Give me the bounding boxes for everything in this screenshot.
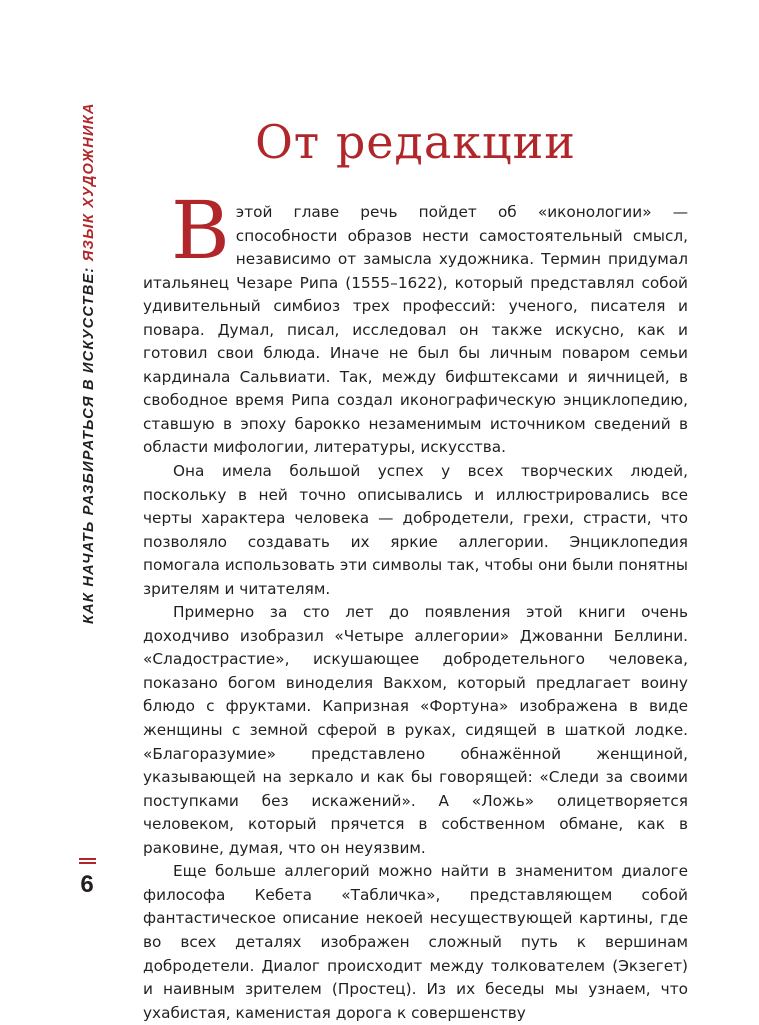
paragraph-3: Примерно за сто лет до появления этой книги очень доходчиво изобразил «Четыре аллегории» Джованни Беллини. «Сладострастие», искушающее добродетельного человека, показано богом виноделия Вакхом, который предлагает воину блюдо с фруктами. Капризная «Фортуна» изображена в виде женщины с земной сферой в руках, сидящей в шаткой лодке. «Благоразумие» представлено обнажённой женщиной, указывающей на зеркало и как бы говорящей: «Следи за своими поступками без искажений». А «Ложь» олицетворяется человеком, который прячется в собственном обмане, как в раковине, думая, что он неуязвим. xyxy=(143,603,688,857)
page-title: От редакции xyxy=(255,115,576,169)
running-head-vertical xyxy=(77,102,101,624)
page-number: 6 xyxy=(80,871,94,898)
paragraph-4: Еще больше аллегорий можно найти в знаменитом диалоге философа Кебета «Табличка», представляющем собой фантастическое описание некоей несуществующей картины, где во всех деталях изображен сложный путь к вершинам добродетели. Диалог происходит между толкователем (Экзегет) и наивным зрителем (Простец). Из их беседы мы узнаем, что ухабистая, каменистая дорога к совершенству xyxy=(143,862,688,1022)
page-number-bar xyxy=(79,858,96,860)
running-head-book-title: КАК НАЧАТЬ РАЗБИРАТЬСЯ В ИСКУССТВЕ: xyxy=(81,266,97,624)
paragraph-2: Она имела большой успех у всех творческих людей, поскольку в ней точно описывались и иллюстрировались все черты характера человека — добродетели, грехи, страсти, что позволяло создавать их яркие аллегории. Энциклопедия помогала использовать эти символы так, чтобы они были понятны зрителям и читателям. xyxy=(143,462,688,598)
paragraph-1-text: этой главе речь пойдет об «иконологии» — способности образов нести самостоятельный смысл, независимо от замысла художника. Термин придумал итальянец Чезаре Рипа (1555–1622), который представлял собой удивительный симбиоз трех профессий: ученого, писателя и повара. Думал, писал, исследовал он также искусно, как и готовил свои блюда. Иначе не был бы личным поваром семьи кардинала Сальвиати. Так, между бифштексами и яичницей, в свободное время Рипа создал иконографическую энциклопедию, ставшую в эпоху барокко незаменимым источником сведений в области мифологии, литературы, искусства. xyxy=(143,203,688,457)
paragraph-1 xyxy=(143,184,688,460)
running-head-subtitle: ЯЗЫК ХУДОЖНИКА xyxy=(81,102,97,262)
drop-cap: В xyxy=(171,184,230,277)
page-number-bar xyxy=(79,862,96,864)
article-body xyxy=(143,184,688,1025)
